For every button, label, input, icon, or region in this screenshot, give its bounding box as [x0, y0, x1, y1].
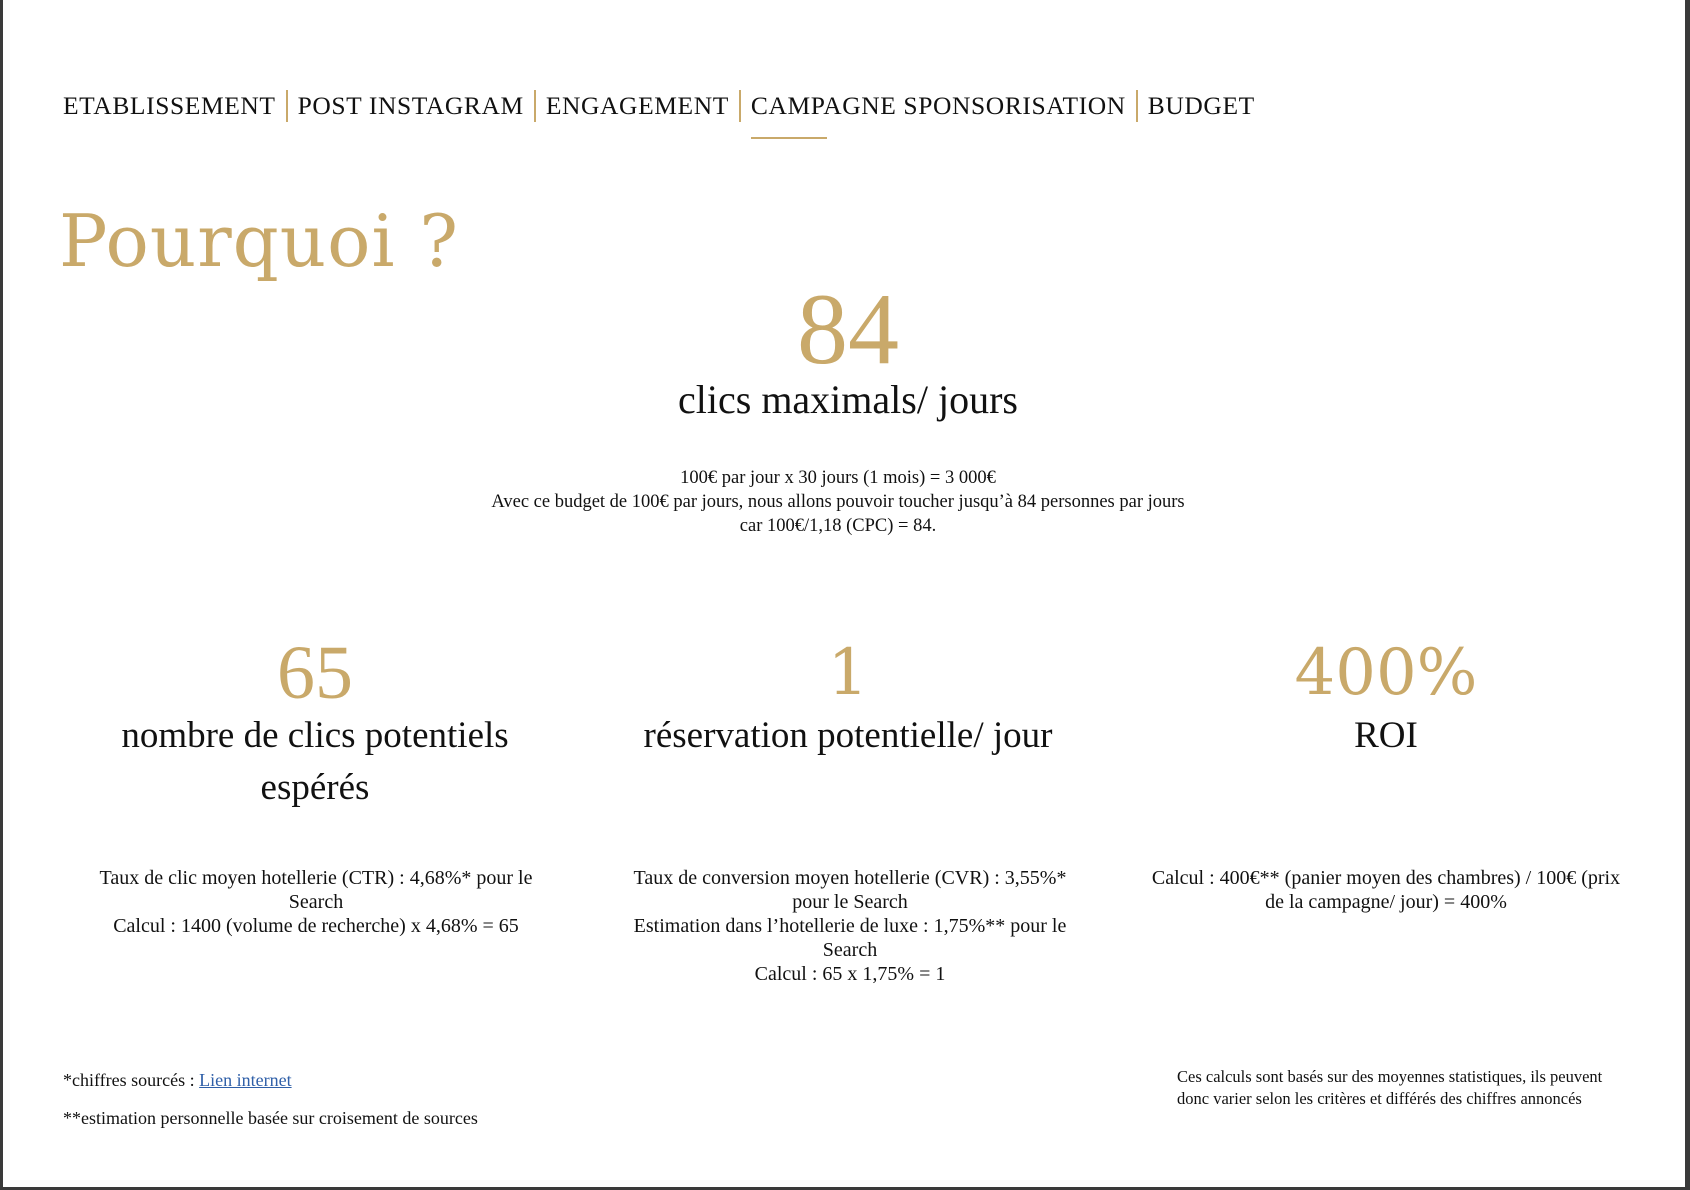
stat-label: ROI	[1354, 715, 1418, 756]
page-title: Pourquoi ?	[59, 199, 459, 283]
top-navigation	[63, 90, 1265, 122]
stat-description-reservation	[615, 866, 1085, 986]
stat-desc-line: Calcul : 1400 (volume de recherche) x 4,68% = 65	[113, 915, 519, 937]
main-desc-line: 100€ par jour x 30 jours (1 mois) = 3 000€	[680, 468, 996, 488]
stat-desc-line: Calcul : 400€** (panier moyen des chambres) / 100€ (prix de la campagne/ jour) = 400%	[1151, 867, 1621, 913]
main-stat-description	[483, 466, 1193, 538]
nav-item-etablissement[interactable]: ETABLISSEMENT	[63, 91, 276, 120]
stat-label: réservation potentielle/ jour	[643, 715, 1053, 756]
stat-column-reservation	[598, 630, 1098, 762]
nav-item-budget[interactable]: BUDGET	[1147, 91, 1255, 120]
footnote-source-text: *chiffres sourcés :	[63, 1070, 200, 1090]
nav-item-engagement[interactable]: ENGAGEMENT	[545, 91, 729, 120]
stat-desc-line: Calcul : 65 x 1,75% = 1	[754, 963, 946, 985]
nav-item-post-instagram[interactable]: POST INSTAGRAM	[297, 91, 524, 120]
stat-column-clics	[65, 630, 565, 814]
stat-desc-line: Taux de conversion moyen hotellerie (CVR) : 3,55%* pour le Search	[633, 867, 1067, 913]
main-stat	[3, 275, 1690, 423]
slide-page	[3, 0, 1685, 1187]
stat-desc-line: Estimation dans l’hotellerie de luxe : 1,75%** pour le Search	[633, 915, 1067, 961]
stat-description-clics	[81, 866, 551, 938]
main-desc-line: car 100€/1,18 (CPC) = 84.	[739, 516, 937, 536]
footnote-source	[63, 1069, 292, 1091]
nav-item-campagne-sponsorisation[interactable]: CAMPAGNE SPONSORISATION	[741, 90, 1136, 122]
main-stat-value: 84	[797, 273, 899, 386]
stat-value: 1	[827, 636, 869, 710]
main-desc-line: Avec ce budget de 100€ par jours, nous allons pouvoir toucher jusqu’à 84 personnes par jours	[491, 492, 1185, 512]
stat-column-roi	[1136, 630, 1636, 762]
footnote-estimation: **estimation personnelle basée sur croisement de sources	[63, 1108, 478, 1128]
source-link[interactable]: Lien internet	[199, 1070, 292, 1090]
disclaimer-text: Ces calculs sont basés sur des moyennes statistiques, ils peuvent donc varier selon les critères et différés des chiffres annoncés	[1177, 1067, 1603, 1108]
stat-description-roi	[1151, 866, 1621, 914]
stat-desc-line: Taux de clic moyen hotellerie (CTR) : 4,68%* pour le Search	[99, 867, 533, 913]
stat-label: nombre de clics potentiels espérés	[121, 715, 509, 808]
main-stat-label: clics maximals/ jours	[678, 377, 1018, 422]
stat-value: 400%	[1294, 636, 1478, 710]
stat-value: 65	[277, 631, 353, 715]
